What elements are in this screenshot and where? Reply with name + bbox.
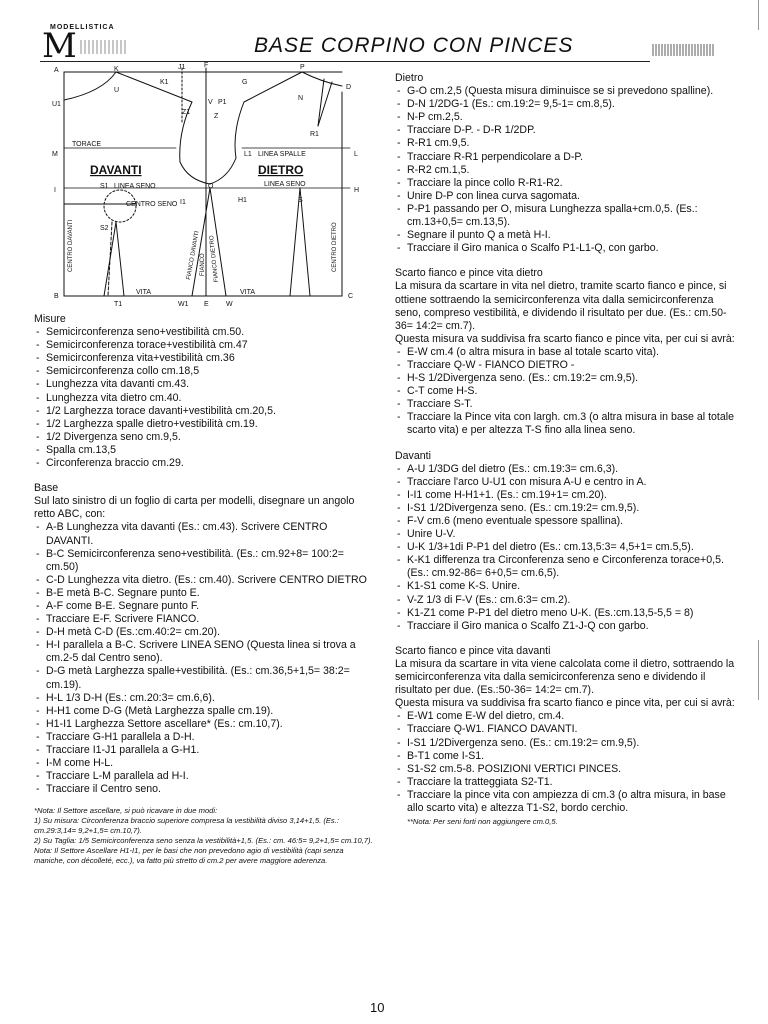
label-K: K	[114, 66, 119, 73]
scan-edge-mark	[758, 640, 759, 700]
scarto-davanti-text2: Questa misura va suddivisa fra scarto fianco e pince vita, per cui si avrà:	[395, 697, 735, 710]
base-list	[34, 521, 374, 796]
label-U: U	[114, 87, 120, 94]
base-intro: Sul lato sinistro di un foglio di carta per modelli, disegnare un angolo retto ABC, con:	[34, 495, 355, 521]
list-item: - 1/2 Divergenza seno cm.9,5.	[34, 431, 374, 444]
scarto-davanti-list	[395, 710, 737, 815]
label-fianco: FIANCO	[200, 253, 206, 276]
list-item: - I-S1 1/2Divergenza seno. (Es.: cm.19:2= cm.9,5).	[395, 502, 737, 515]
label-M: M	[52, 151, 58, 158]
label-linea-spalle: LINEA SPALLE	[258, 151, 306, 158]
label-F: F	[204, 62, 209, 69]
label-W: W	[226, 301, 233, 308]
list-item: - V-Z 1/3 di F-V (Es.: cm.6:3= cm.2).	[395, 594, 737, 607]
list-item: - D-H metà C-D (Es.:cm.40:2= cm.20).	[34, 626, 374, 639]
list-item: - Tracciare il Giro manica o Scalfo P1-L1-Q, con garbo.	[395, 242, 737, 255]
list-item: - Semicirconferenza seno+vestibilità cm.50.	[34, 326, 374, 339]
label-centro-seno: CENTRO SENO	[126, 201, 178, 208]
scarto-dietro-text: La misura da scartare in vita nel dietro, tramite scarto fianco e pince, si ottiene sottraendo la semicirconferenza vita dalla semicirconferenza seno, compreso vestibilità, e dividendo il risultato per due. (Es.: cm.50-36= 14:2= cm.7).	[395, 280, 727, 332]
note-line: 1) Su misura: Circonferenza braccio superiore compresa la vestibilità diviso 3,14+1,5. (Es.: cm.29:3,14= 9,2+1,5= cm.10,7).	[34, 816, 339, 836]
list-item: - C-D Lunghezza vita dietro. (Es.: cm.40). Scrivere CENTRO DIETRO	[34, 574, 374, 587]
label-N: N	[298, 95, 304, 102]
list-item: - Tracciare la tratteggiata S2-T1.	[395, 776, 737, 789]
list-item: - E-W cm.4 (o altra misura in base al totale scarto vita).	[395, 346, 737, 359]
davanti-title: Davanti	[395, 449, 431, 462]
left-column	[34, 313, 374, 866]
davanti-list	[395, 463, 737, 633]
list-item: - 1/2 Larghezza spalle dietro+vestibilità cm.19.	[34, 418, 374, 431]
list-item: - H-L 1/3 D-H (Es.: cm.20:3= cm.6,6).	[34, 692, 374, 705]
list-item: - H-H1 come D-G (Metà Larghezza spalle cm.19).	[34, 705, 374, 718]
label-S2: S2	[100, 225, 109, 232]
label-vita-front: VITA	[136, 289, 152, 296]
list-item: - Segnare il punto Q a metà H-I.	[395, 229, 737, 242]
list-item: - A-F come B-E. Segnare punto F.	[34, 600, 374, 613]
label-V: V	[208, 99, 213, 106]
label-I1: I1	[180, 199, 186, 206]
list-item: - D-N 1/2DG-1 (Es.: cm.19:2= 9,5-1= cm.8,5).	[395, 98, 737, 111]
base-title: Base	[34, 482, 59, 495]
list-item: - Tracciare la pince collo R-R1-R2.	[395, 177, 737, 190]
scarto-dietro-title: Scarto fianco e pince vita dietro	[395, 267, 543, 280]
list-item: - H1-I1 Larghezza Settore ascellare* (Es.: cm.10,7).	[34, 718, 374, 731]
list-item: - R-R2 cm.1,5.	[395, 164, 737, 177]
list-item: - H-S 1/2Divergenza seno. (Es.: cm.19:2= cm.9,5).	[395, 372, 737, 385]
list-item: - Tracciare l'arco U-U1 con misura A-U e centro in A.	[395, 476, 737, 489]
label-Z: Z	[214, 113, 219, 120]
label-J1: J1	[178, 64, 186, 71]
label-O: O	[208, 183, 214, 190]
label-E: E	[204, 301, 209, 308]
list-item: - B-C Semicirconferenza seno+vestibilità. (Es.: cm.92+8= 100:2= cm.50)	[34, 548, 374, 574]
scarto-davanti-text: La misura da scartare in vita viene calcolata come il dietro, sottraendo la semicirconferenza vita dalla semicirconferenza seno e dividendo il risultato per due. (Es.:50-36= 14:2= cm.7).	[395, 657, 735, 697]
label-H1: H1	[238, 197, 247, 204]
list-item: - D-G metà Larghezza spalle+vestibilità. (Es.: cm.36,5+1,5= 38:2= cm.19).	[34, 665, 374, 691]
list-item: - Tracciare il Centro seno.	[34, 783, 374, 796]
label-davanti: DAVANTI	[90, 163, 142, 177]
label-T1: T1	[114, 301, 123, 308]
label-B: B	[54, 293, 59, 300]
label-W1: W1	[178, 301, 189, 308]
label-P1: P1	[218, 99, 227, 106]
settore-note	[34, 806, 374, 866]
list-item: - Tracciare la Pince vita con largh. cm.3 (o altra misura in base al totale scarto vita) e per altezza T-S fino alla linea seno.	[395, 411, 737, 437]
list-item: - Semicirconferenza vita+vestibilità cm.36	[34, 352, 374, 365]
label-G: G	[242, 79, 248, 86]
scan-edge-mark	[758, 0, 759, 30]
list-item: - A-B Lunghezza vita davanti (Es.: cm.43). Scrivere CENTRO DAVANTI.	[34, 521, 374, 547]
label-torace: TORACE	[72, 141, 102, 148]
label-linea-seno-back: LINEA SENO	[264, 181, 306, 188]
list-item: - Tracciare R-R1 perpendicolare a D-P.	[395, 151, 737, 164]
misure-list	[34, 326, 374, 470]
label-C: C	[348, 293, 354, 300]
list-item: - 1/2 Larghezza torace davanti+vestibilità cm.20,5.	[34, 405, 374, 418]
label-H: H	[354, 187, 360, 194]
list-item: - P-P1 passando per O, misura Lunghezza spalla+cm.0,5. (Es.: cm.13+0,5= cm.13,5).	[395, 203, 737, 229]
label-S1: S1	[100, 183, 109, 190]
list-item: - F-V cm.6 (meno eventuale spessore spallina).	[395, 515, 737, 528]
list-item: - I-M come H-L.	[34, 757, 374, 770]
label-fianco-dietro: FIANCO DIETRO	[209, 235, 220, 283]
list-item: - B-E metà B-C. Segnare punto E.	[34, 587, 374, 600]
logo-subtext	[80, 40, 128, 54]
scarto-dietro-list	[395, 346, 737, 438]
label-dietro: DIETRO	[258, 163, 304, 177]
right-column	[395, 72, 737, 828]
note-line: *Nota: Il Settore ascellare, si può ricavare in due modi:	[34, 806, 218, 816]
label-S: S	[298, 197, 303, 204]
note-line: 2) Su Taglia: 1/5 Semicirconferenza seno senza la vestibilità+1,5. (Es.: cm. 46:5= 9,2+1,5= cm.10,7).	[34, 836, 373, 846]
list-item: - Tracciare S-T.	[395, 398, 737, 411]
label-R1: R1	[310, 131, 319, 138]
label-centro-dietro: CENTRO DIETRO	[332, 222, 338, 272]
label-centro-davanti: CENTRO DAVANTI	[68, 219, 74, 272]
list-item: - Tracciare il Giro manica o Scalfo Z1-J-Q con garbo.	[395, 620, 737, 633]
note-line: Nota: Il Settore Ascellare H1-I1, per le basi che non prevedono agio di vestibilità (capi senza maniche, con décolleté, ecc.), va fatto più stretto di cm.2 per avere maggiore aderenza.	[34, 846, 344, 866]
list-item: - H-I parallela a B-C. Scrivere LINEA SENO (Questa linea si trova a cm.2-5 dal Centro seno).	[34, 639, 374, 665]
list-item: - U-K 1/3+1di P-P1 del dietro (Es.: cm.13,5:3= 4,5+1= cm.5,5).	[395, 541, 737, 554]
label-L1: L1	[244, 151, 252, 158]
label-L: L	[354, 151, 358, 158]
label-fianco-davanti: FIANCO DAVANTI	[186, 230, 201, 281]
list-item: - B-T1 come I-S1.	[395, 750, 737, 763]
list-item: - Tracciare L-M parallela ad H-I.	[34, 770, 374, 783]
list-item: - Tracciare Q-W - FIANCO DIETRO -	[395, 359, 737, 372]
list-item: - K1-S1 come K-S. Unire.	[395, 580, 737, 593]
misure-title: Misure	[34, 313, 66, 325]
list-item: - S1-S2 cm.5-8. POSIZIONI VERTICI PINCES.	[395, 763, 737, 776]
list-item: - Semicirconferenza collo cm.18,5	[34, 365, 374, 378]
list-item: - C-T come H-S.	[395, 385, 737, 398]
dietro-title: Dietro	[395, 72, 424, 84]
list-item: - Unire D-P con linea curva sagomata.	[395, 190, 737, 203]
label-linea-seno-front: LINEA SENO	[114, 183, 156, 190]
list-item: - Tracciare E-F. Scrivere FIANCO.	[34, 613, 374, 626]
list-item: - E-W1 come E-W del dietro, cm.4.	[395, 710, 737, 723]
label-P: P	[300, 64, 305, 71]
dietro-list	[395, 85, 737, 255]
final-note: **Nota: Per seni forti non aggiungere cm.0,5.	[407, 817, 558, 827]
list-item: - K1-Z1 come P-P1 del dietro meno U-K. (Es.:cm.13,5-5,5 = 8)	[395, 607, 737, 620]
label-Z1: Z1	[182, 109, 191, 116]
list-item: - N-P cm.2,5.	[395, 111, 737, 124]
corner-decoration	[652, 44, 714, 56]
label-vita-back: VITA	[240, 289, 256, 296]
list-item: - Spalla cm.13,5	[34, 444, 374, 457]
label-U1: U1	[52, 101, 61, 108]
list-item: - Tracciare I1-J1 parallela a G-H1.	[34, 744, 374, 757]
list-item: - I-I1 come H-H1+1. (Es.: cm.19+1= cm.20).	[395, 489, 737, 502]
pattern-diagram	[32, 62, 380, 312]
list-item: - Lunghezza vita dietro cm.40.	[34, 392, 374, 405]
list-item: - I-S1 1/2Divergenza seno. (Es.: cm.19:2= cm.9,5).	[395, 737, 737, 750]
label-I: I	[54, 187, 56, 194]
label-K1: K1	[160, 79, 169, 86]
scarto-dietro-text2: Questa misura va suddivisa fra scarto fianco e pince vita, per cui si avrà:	[395, 332, 735, 345]
list-item: - K-K1 differenza tra Circonferenza seno e Circonferenza torace+0,5. (Es.: cm.92-86= 6+0,5= cm.6,5).	[395, 554, 737, 580]
list-item: - Tracciare Q-W1. FIANCO DAVANTI.	[395, 723, 737, 736]
list-item: - Semicirconferenza torace+vestibilità cm.47	[34, 339, 374, 352]
list-item: - Circonferenza braccio cm.29.	[34, 457, 374, 470]
list-item: - G-O cm.2,5 (Questa misura diminuisce se si prevedono spalline).	[395, 85, 737, 98]
list-item: - A-U 1/3DG del dietro (Es.: cm.19:3= cm.6,3).	[395, 463, 737, 476]
logo-letter: M	[42, 26, 77, 66]
scarto-davanti-title: Scarto fianco e pince vita davanti	[395, 644, 551, 657]
page-title: BASE CORPINO CON PINCES	[254, 34, 574, 57]
list-item: - Lunghezza vita davanti cm.43.	[34, 378, 374, 391]
list-item: - Tracciare la pince vita con ampiezza di cm.3 (o altra misura, in base allo scarto vita) e altezza T1-S2, bordo cerchio.	[395, 789, 737, 815]
label-A: A	[54, 67, 59, 74]
list-item: - Unire U-V.	[395, 528, 737, 541]
page-number: 10	[370, 1000, 385, 1015]
list-item: - Tracciare D-P. - D-R 1/2DP.	[395, 124, 737, 137]
label-D: D	[346, 84, 352, 91]
list-item: - R-R1 cm.9,5.	[395, 137, 737, 150]
logo-brand: MODELLISTICA	[50, 24, 115, 31]
list-item: - Tracciare G-H1 parallela a D-H.	[34, 731, 374, 744]
